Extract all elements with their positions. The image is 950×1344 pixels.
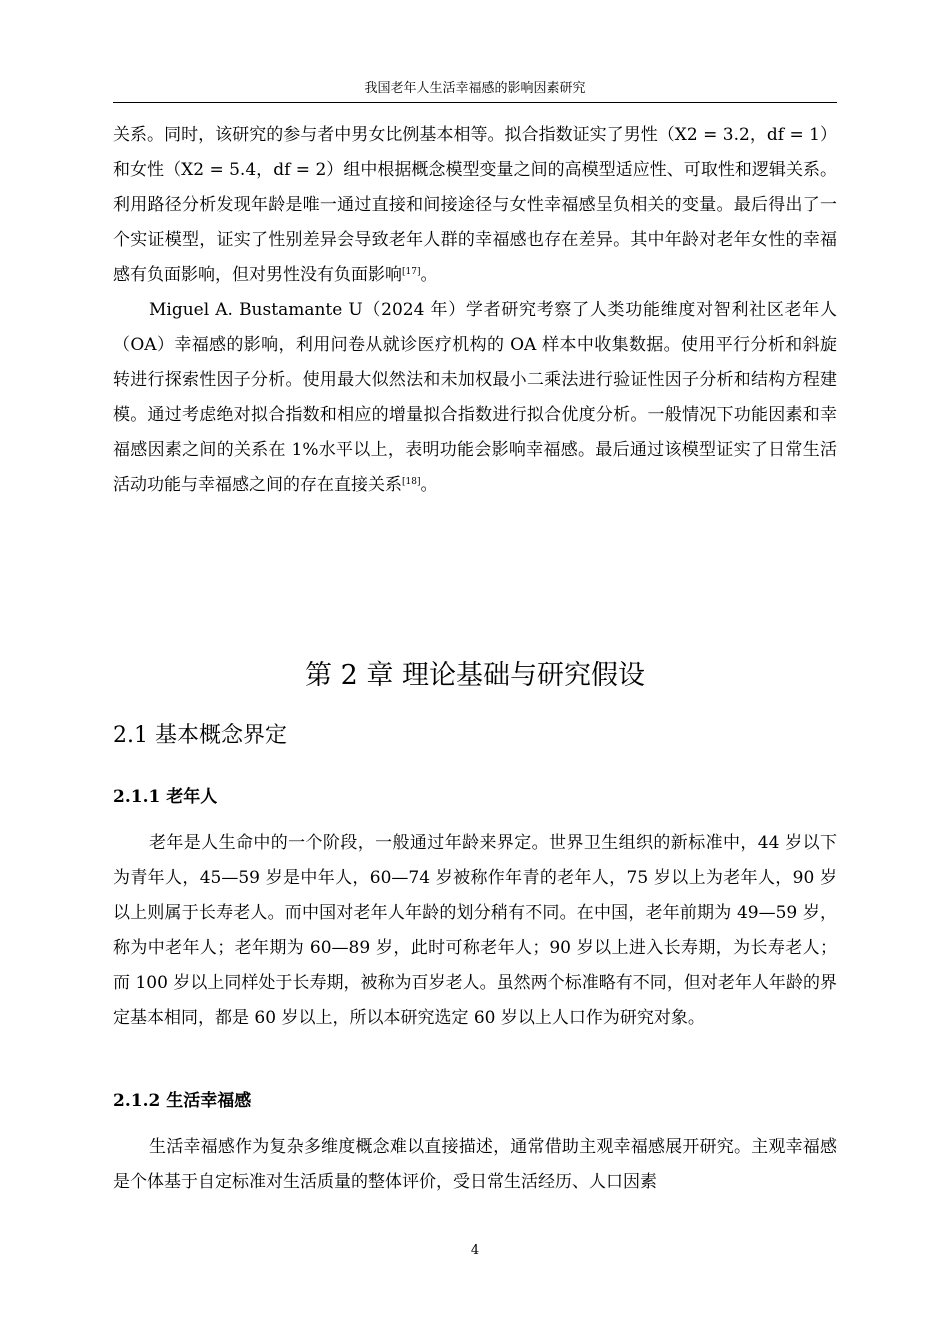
page-number: 4	[470, 1243, 480, 1258]
section-title: 2.1 基本概念界定	[113, 723, 287, 748]
paragraph-end: 。	[420, 265, 438, 285]
subsection-title-wellbeing: 2.1.2 生活幸福感	[113, 1091, 252, 1111]
paragraph-elderly: 老年是人生命中的一个阶段，一般通过年龄来界定。世界卫生组织的新标准中，44 岁以下为青年人，45—59 岁是中年人，60—74 岁被称作年青的老年人，75 岁以上为老年人，90 岁以上则属于长寿老人。而中国对老年人年龄的划分稍有不同。在中国，老年前期为 49—59 岁，称为中老年人；老年期为 60—89 岁，此时可称老年人；90 岁以上进入长寿期，为长寿老人；而 100 岁以上同样处于长寿期，被称为百岁老人。虽然两个标准略有不同，但对老年人年龄的界定基本相同，都是 60 岁以上，所以本研究选定 60 岁以上人口作为研究对象。	[113, 833, 837, 1028]
subsection-title-elderly: 2.1.1 老年人	[113, 787, 218, 807]
intro-paragraph-1	[113, 118, 837, 293]
citation-17[interactable]: [17]	[402, 267, 421, 277]
paragraph-wellbeing: 生活幸福感作为复杂多维度概念难以直接描述，通常借助主观幸福感展开研究。主观幸福感是个体基于自定标准对生活质量的整体评价，受日常生活经历、人口因素	[113, 1137, 837, 1192]
paragraph-text: Miguel A. Bustamante U（2024 年）学者研究考察了人类功能维度对智利社区老年人 （OA）幸福感的影响，利用问卷从就诊医疗机构的 OA 样本中收集数据。使用平行分析和斜旋转进行探索性因子分析。使用最大似然法和未加权最小二乘法进行验证性因子分析和结构方程建模。通过考虑绝对拟合指数和相应的增量拟合指数进行拟合优度分析。一般情况下功能因素和幸福感因素之间的关系在 1%水平以上，表明功能会影响幸福感。最后通过该模型证实了日常生活活动功能与幸福感之间的存在直接关系	[113, 300, 837, 495]
intro-paragraph-2	[113, 293, 837, 503]
header-rule	[113, 102, 837, 103]
paragraph-text: 关系。同时，该研究的参与者中男女比例基本相等。拟合指数证实了男性（X2 = 3.2，df = 1）和女性（X2 = 5.4，df = 2）组中根据概念模型变量之间的高模型适应性、可取性和逻辑关系。利用路径分析发现年龄是唯一通过直接和间接途径与女性幸福感呈负相关的变量。最后得出了一个实证模型，证实了性别差异会导致老年人群的幸福感也存在差异。其中年龄对老年女性的幸福感有负面影响，但对男性没有负面影响	[113, 125, 837, 285]
chapter-title: 第 2 章 理论基础与研究假设	[305, 660, 645, 691]
running-header: 我国老年人生活幸福感的影响因素研究	[364, 81, 586, 96]
citation-18[interactable]: [18]	[402, 477, 421, 487]
paragraph-end: 。	[420, 475, 438, 495]
